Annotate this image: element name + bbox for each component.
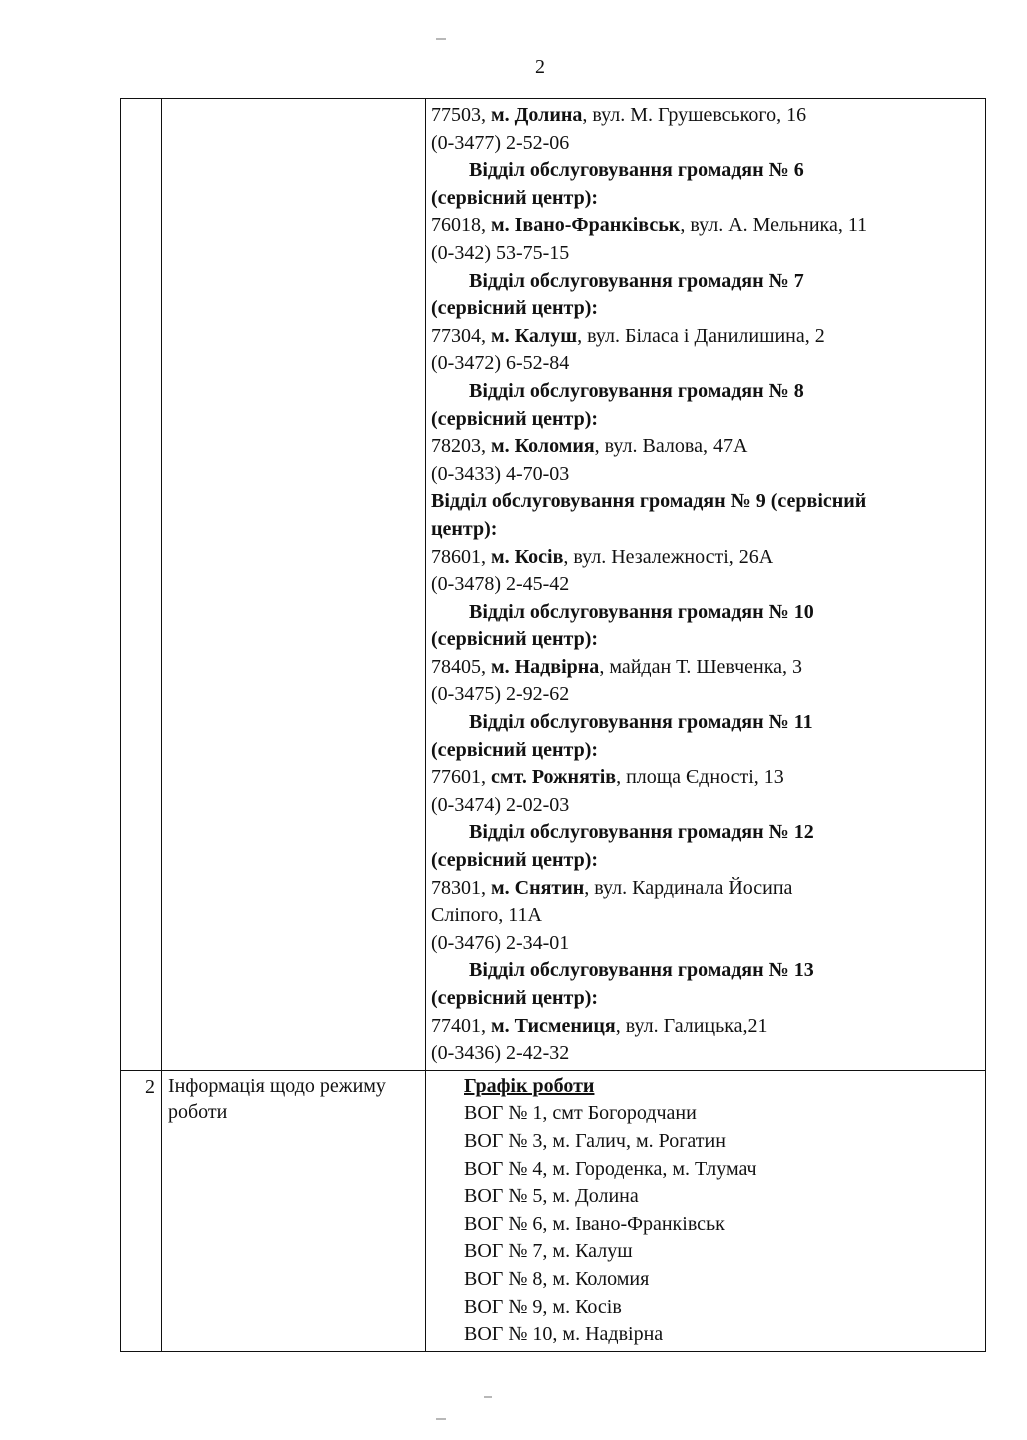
- department-heading: Відділ обслуговування громадян № 13: [469, 959, 814, 982]
- schedule-title: Графік роботи: [464, 1074, 595, 1097]
- service-centers-cell: [426, 99, 986, 1071]
- phone-number: (0-3477) 2-52-06: [431, 131, 570, 154]
- office-item: ВОГ № 1, смт Богородчани: [464, 1102, 697, 1125]
- office-item: ВОГ № 9, м. Косів: [464, 1295, 622, 1318]
- city-name: м. Надвірна: [491, 655, 600, 678]
- service-center-entry: [431, 599, 979, 709]
- office-item: ВОГ № 6, м. Івано-Франківськ: [464, 1212, 725, 1235]
- department-heading: Відділ обслуговування громадян № 12: [469, 821, 814, 844]
- service-center-entry: [431, 488, 979, 598]
- address-line: 77601, смт. Рожнятів, площа Єдності, 13: [431, 766, 784, 789]
- address-line: 77503, м. Долина, вул. М. Грушевського, 16: [431, 104, 807, 126]
- department-heading: Відділ обслуговування громадян № 8: [469, 379, 804, 402]
- department-subheading: (сервісний центр):: [431, 738, 599, 761]
- department-heading: Відділ обслуговування громадян № 7: [469, 269, 804, 292]
- address-line: 78301, м. Снятин, вул. Кардинала Йосипа: [431, 876, 793, 899]
- scan-speck: [436, 1418, 446, 1420]
- office-item: ВОГ № 10, м. Надвірна: [464, 1323, 664, 1346]
- city-name: м. Коломия: [491, 435, 595, 458]
- phone-number: (0-3472) 6-52-84: [431, 352, 570, 375]
- row-name-cell: Інформація щодо режиму роботи: [162, 1070, 426, 1351]
- scan-speck: [484, 1396, 492, 1398]
- office-item: ВОГ № 3, м. Галич, м. Рогатин: [464, 1129, 726, 1152]
- row-number-cell: 2: [121, 1070, 162, 1351]
- service-center-entry: [431, 709, 979, 819]
- address-line: 78405, м. Надвірна, майдан Т. Шевченка, 3: [431, 655, 803, 678]
- address-line: 76018, м. Івано-Франківськ, вул. А. Мельника, 11: [431, 214, 868, 237]
- phone-number: (0-3436) 2-42-32: [431, 1042, 570, 1065]
- office-item: ВОГ № 7, м. Калуш: [464, 1240, 633, 1263]
- address-line: 77304, м. Калуш, вул. Біласа і Данилишина, 2: [431, 324, 825, 347]
- phone-number: (0-3478) 2-45-42: [431, 573, 570, 596]
- city-name: смт. Рожнятів: [491, 766, 617, 789]
- department-heading: Відділ обслуговування громадян № 11: [469, 711, 813, 734]
- phone-number: (0-3474) 2-02-03: [431, 793, 570, 816]
- phone-number: (0-3433) 4-70-03: [431, 462, 570, 485]
- city-name: м. Калуш: [491, 324, 578, 347]
- phone-number: (0-3476) 2-34-01: [431, 931, 570, 954]
- city-name: м. Снятин: [491, 876, 585, 899]
- city-name: м. Тисмениця: [491, 1014, 616, 1037]
- scan-speck: [436, 38, 446, 40]
- table-row: [121, 99, 986, 1071]
- service-center-entry: [431, 378, 979, 488]
- department-subheading: центр):: [431, 517, 498, 540]
- service-center-entry: [431, 102, 979, 157]
- address-line: 78601, м. Косів, вул. Незалежності, 26А: [431, 545, 774, 568]
- department-subheading: (сервісний центр):: [431, 628, 599, 651]
- address-line: 77401, м. Тисмениця, вул. Галицька,21: [431, 1014, 768, 1037]
- office-item: ВОГ № 8, м. Коломия: [464, 1267, 650, 1290]
- service-center-entry: [431, 157, 979, 267]
- service-center-entry: [431, 819, 979, 957]
- department-subheading: (сервісний центр):: [431, 987, 599, 1009]
- department-subheading: (сервісний центр):: [431, 849, 599, 872]
- info-table: [120, 98, 986, 1352]
- schedule-cell: [426, 1070, 986, 1351]
- row-name-cell: [162, 99, 426, 1071]
- office-item: ВОГ № 5, м. Долина: [464, 1185, 639, 1208]
- service-center-entry: [431, 957, 979, 1067]
- department-subheading: (сервісний центр):: [431, 407, 599, 430]
- department-heading: Відділ обслуговування громадян № 10: [469, 600, 814, 623]
- phone-number: (0-3475) 2-92-62: [431, 683, 570, 706]
- address-line: 78203, м. Коломия, вул. Валова, 47А: [431, 435, 748, 458]
- city-name: м. Долина: [491, 104, 583, 126]
- city-name: м. Косів: [491, 545, 564, 568]
- department-heading: Відділ обслуговування громадян № 9 (сервісний: [431, 490, 867, 513]
- city-name: м. Івано-Франківськ: [491, 214, 681, 237]
- department-heading: Відділ обслуговування громадян № 6: [469, 159, 804, 182]
- service-center-entry: [431, 268, 979, 378]
- office-item: ВОГ № 4, м. Городенка, м. Тлумач: [464, 1157, 757, 1180]
- department-subheading: (сервісний центр):: [431, 297, 599, 320]
- address-line-continued: Сліпого, 11А: [431, 904, 542, 927]
- page-number: 2: [535, 56, 545, 78]
- row-number-cell: [121, 99, 162, 1071]
- phone-number: (0-342) 53-75-15: [431, 241, 570, 264]
- department-subheading: (сервісний центр):: [431, 186, 599, 209]
- table-row: [121, 1070, 986, 1351]
